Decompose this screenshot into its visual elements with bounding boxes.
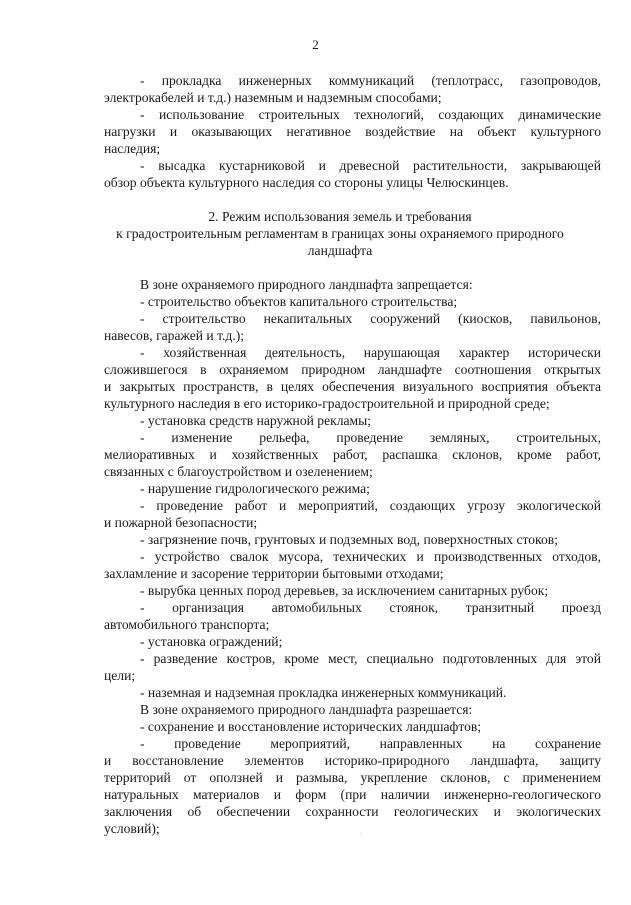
text-line: - использование строительных технологий, создающих динамические [140,107,601,122]
text-line: - установка средств наружной рекламы; [140,413,372,428]
text-line: культурного наследия в его историко-градостроительной и природной среде; [104,396,550,411]
text-line: нагрузки и оказывающих негативное воздействие на объект культурного [104,124,601,139]
text-line: сложившегося в охраняемом природном ландшафте соотношения открытых [104,362,601,377]
text-line: заключения об обеспечении сохранности геологических и экологических [104,804,601,819]
section-heading: к градостроительным регламентам в границах зоны охраняемого природного [116,226,564,241]
page-number: 2 [312,37,319,52]
text-line: В зоне охраняемого природного ландшафта разрешается: [140,702,473,717]
section-heading: 2. Режим использования земель и требования [208,209,472,224]
text-line: цели; [104,668,136,683]
text-line: и пожарной безопасности; [104,515,258,530]
text-line: мелиоративных и хозяйственных работ, распашка склонов, кроме работ, [104,447,601,462]
text-line: условий); [104,821,160,836]
text-line: - установка ограждений; [140,634,283,649]
text-line: натуральных материалов и форм (при наличии инженерно-геологического [104,787,601,802]
scan-speck: · [360,830,363,839]
text-line: обзор объекта культурного наследия со стороны улицы Челюскинцев. [104,175,509,190]
text-line: - проведение мероприятий, направленных на сохранение [140,736,601,751]
text-line: захламление и засорение территории бытовыми отходами; [104,566,444,581]
text-line: и восстановление элементов историко-природного ландшафта, защиту [104,753,601,768]
text-line: - строительство объектов капитального строительства; [140,294,458,309]
text-line: - организация автомобильных стоянок, транзитный проезд [140,600,601,615]
text-line: - наземная и надземная прокладка инженерных коммуникаций. [140,685,507,700]
text-line: - нарушение гидрологического режима; [140,481,370,496]
text-line: - строительство некапитальных сооружений (киосков, павильонов, [140,311,601,326]
text-line: - хозяйственная деятельность, нарушающая характер исторически [140,345,601,360]
text-line: - сохранение и восстановление исторических ландшафтов; [140,719,482,734]
text-line: связанных с благоустройством и озеленением; [104,464,373,479]
text-line: - прокладка инженерных коммуникаций (теплотрасс, газопроводов, [140,73,601,88]
text-line: электрокабелей и т.д.) наземным и надземным способами; [104,90,442,105]
section-heading: ландшафта [307,243,373,258]
text-line: наследия; [104,141,161,156]
text-line: и закрытых пространств, в целях обеспечения визуального восприятия объекта [104,379,601,394]
text-line: навесов, гаражей и т.д.); [104,328,245,343]
text-line: В зоне охраняемого природного ландшафта запрещается: [140,277,473,292]
text-line: - проведение работ и мероприятий, создающих угрозу экологической [140,498,601,513]
text-line: - вырубка ценных пород деревьев, за исключением санитарных рубок; [140,583,549,598]
text-line: - загрязнение почв, грунтовых и подземных вод, поверхностных стоков; [140,532,558,547]
text-line: - устройство свалок мусора, технических и производственных отходов, [140,549,601,564]
text-line: - изменение рельефа, проведение земляных, строительных, [140,430,601,445]
text-line: - разведение костров, кроме мест, специально подготовленных для этой [140,651,601,666]
text-line: - высадка кустарниковой и древесной растительности, закрывающей [140,158,601,173]
text-line: территорий от оползней и размыва, укрепление склонов, с применением [104,770,601,785]
text-line: автомобильного транспорта; [104,617,270,632]
